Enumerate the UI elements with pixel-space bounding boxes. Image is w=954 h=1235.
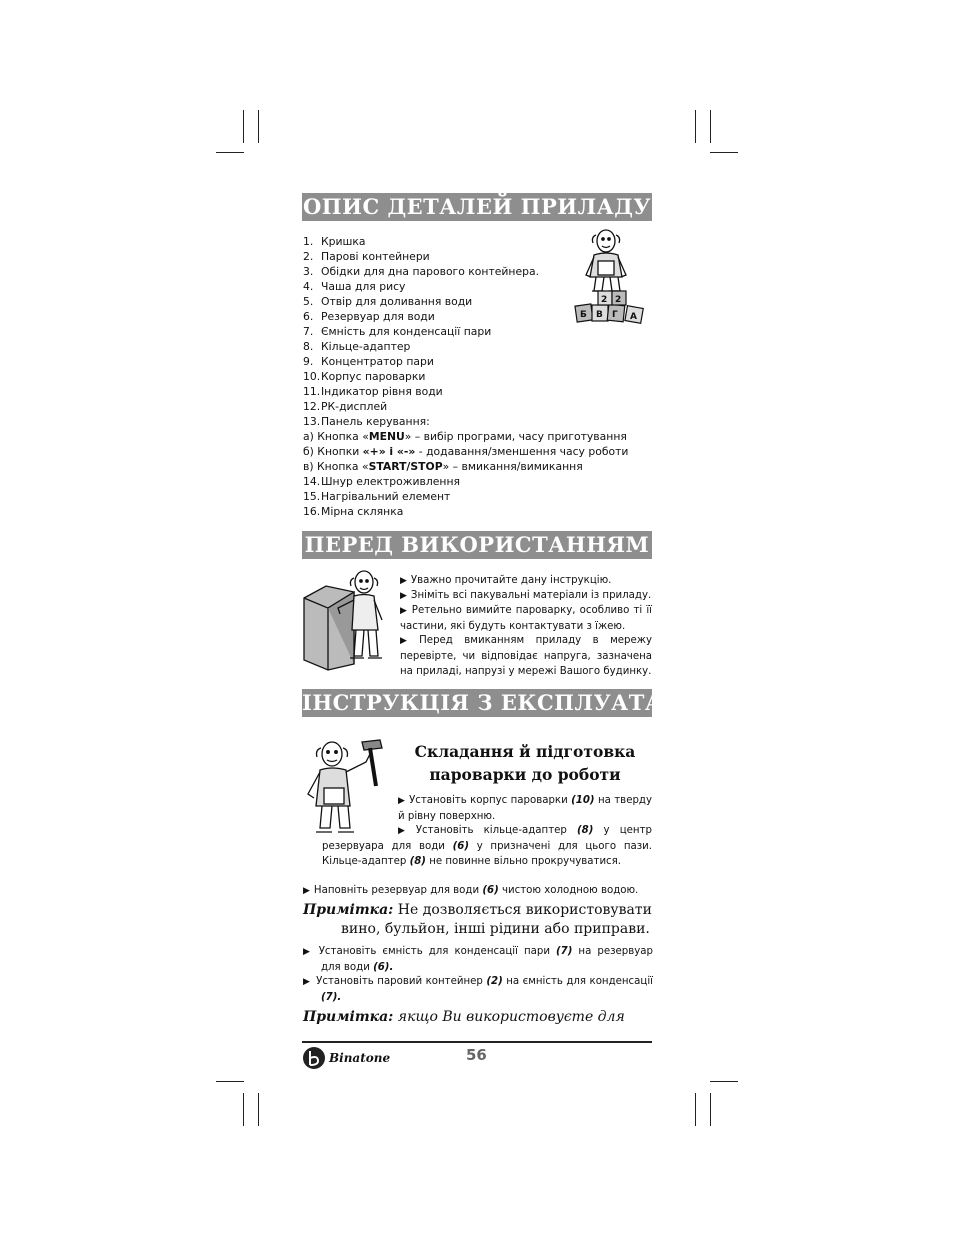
svg-text:2: 2 [615,295,622,305]
note-1: Примітка: Не дозволяється використовувати вино, бульйон, інші рідини або приправи. [303,902,652,937]
crop-mark [216,1081,244,1082]
assembly-bullet-1: ▶ Установіть корпус пароварки (10) на тверду й рівну поверхню. [398,795,652,822]
list-item: 16.Мірна склянка [303,505,404,518]
list-item: 7. Ємність для конденсації пари [303,325,492,338]
crop-mark [710,152,738,153]
section-title-before-use: ПЕРЕД ВИКОРИСТАННЯМ [302,531,652,559]
svg-text:Г: Г [612,310,618,320]
section-title-parts: ОПИС ДЕТАЛЕЙ ПРИЛАДУ [303,194,651,219]
list-item: 6. Резервуар для води [303,310,435,323]
crop-mark [695,1093,696,1126]
crop-mark [710,1081,738,1082]
brand-logo [302,1046,390,1070]
crop-mark [258,110,259,143]
crop-mark [258,1093,259,1126]
section-title-instructions: ІНСТРУКЦІЯ З ЕКСПЛУАТАЦІЇ [302,690,704,715]
binatone-logo-icon [302,1046,326,1070]
footer-rule [302,1041,652,1043]
assembly-bullet-3: ▶ Наповніть резервуар для води (6) чистою холодною водою. [303,885,639,896]
list-item: 1. Кришка [303,235,366,248]
list-item: 12.РК-дисплей [303,400,388,413]
brand-name: Binatone [329,1051,391,1065]
page-number: 56 [466,1046,487,1064]
list-item: 4. Чаша для рису [303,280,406,293]
note-2: Примітка: якщо Ви використовуєте для [303,1009,625,1025]
crop-mark [243,110,244,143]
before-use-bullet-3: ▶ Ретельно вимийте пароварку, особливо ті її частини, які будуть контактувати з їжею. [400,605,652,632]
crop-mark [695,110,696,143]
assembly-bullet-5: ▶ Установіть паровий контейнер (2) на ємність для конденсації (7). [303,976,653,1003]
before-use-bullet-2: ▶ Зніміть всі пакувальні матеріали із приладу. [400,590,652,601]
assembly-bullet-4: ▶ Установіть ємність для конденсації пари (7) на резервуар для води (6). [303,946,653,973]
list-item: 13.Панель керування: [303,415,430,428]
svg-text:А: А [630,312,637,322]
list-item: 15.Нагрівальний елемент [303,490,451,503]
svg-text:В: В [596,310,603,320]
subsection-title: Складання й підготовка пароварки до роботи [414,742,636,784]
before-use-bullet-4: ▶ Перед вмиканням приладу в мережу перевірте, чи відповідає напруга, зазначена на приладі, напрузі у мережі Вашого будинку. [400,635,652,677]
illustration-man-box [302,568,402,672]
crop-mark [243,1093,244,1126]
list-item: 14.Шнур електроживлення [303,475,460,488]
list-item-sub: а) Кнопка «MENU» – вибір програми, часу приготування [303,430,627,443]
list-item: 2. Парові контейнери [303,250,430,263]
list-item: 5. Отвір для доливання води [303,295,473,308]
list-item: 3. Обідки для дна парового контейнера. [303,265,540,278]
list-item-sub: б) Кнопки «+» і «-» - додавання/зменшення часу роботи [303,445,629,458]
svg-text:2: 2 [601,295,608,305]
assembly-bullet-2: ▶ Установіть кільце-адаптер (8) у центр резервуара для води (6) у призначені для цього пази. Кільце-адаптер (8) не повинне вільно прокручуватися. [322,825,653,867]
svg-text:Б: Б [580,310,587,320]
list-item: 9. Концентратор пари [303,355,434,368]
crop-mark [710,1093,711,1126]
before-use-bullet-1: ▶ Уважно прочитайте дану інструкцію. [400,575,612,586]
illustration-man-blocks [572,225,654,327]
crop-mark [216,152,244,153]
crop-mark [710,110,711,143]
list-item: 10.Корпус пароварки [303,370,426,383]
list-item: 8. Кільце-адаптер [303,340,411,353]
list-item: 11.Індикатор рівня води [303,385,443,398]
list-item-sub: в) Кнопка «START/STOP» – вмикання/вимикання [303,460,583,473]
